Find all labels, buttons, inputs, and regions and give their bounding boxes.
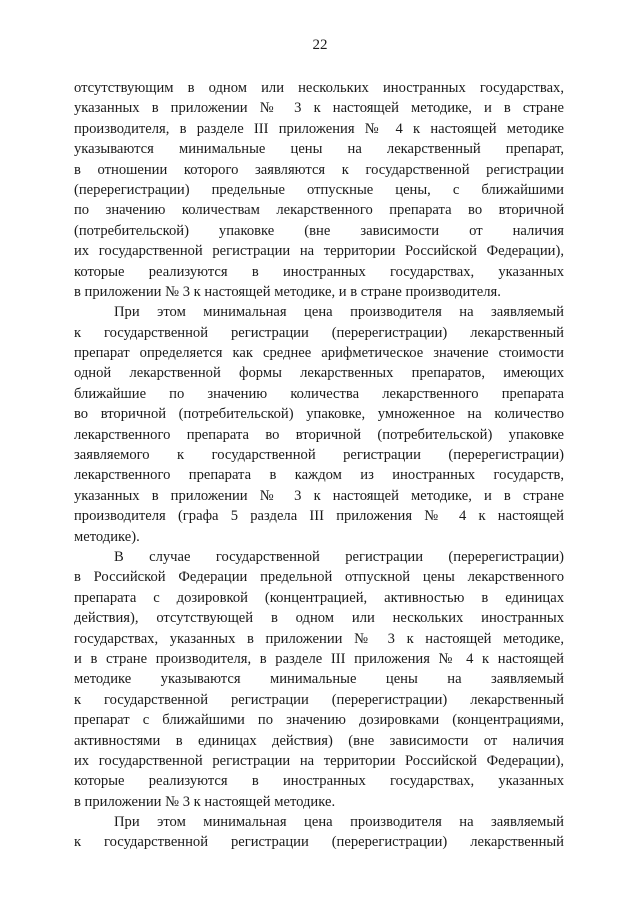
text-line: к государственной регистрации (перерегистрации) лекарственный xyxy=(74,834,564,851)
text-line: указанных в приложении № 3 к настоящей методике, и в стране xyxy=(74,100,564,117)
text-line: в отношении которого заявляются к государственной регистрации xyxy=(74,161,564,178)
text-line: указанных в приложении № 3 к настоящей методике, и в стране xyxy=(74,487,564,504)
body-text xyxy=(74,78,564,853)
text-line: (потребительской) упаковке (вне зависимости от наличия xyxy=(74,222,564,239)
text-line: производителя (графа 5 раздела III приложения № 4 к настоящей xyxy=(74,508,564,525)
text-line: При этом минимальная цена производителя на заявляемый xyxy=(114,304,564,321)
text-line: (перерегистрации) предельные отпускные цены, с ближайшими xyxy=(74,181,564,198)
text-line: во вторичной (потребительской) упаковке, умноженное на количество xyxy=(74,406,564,423)
text-line: их государственной регистрации на территории Российской Федерации), xyxy=(74,243,564,260)
text-line: препарат определяется как среднее арифметическое значение стоимости xyxy=(74,345,564,362)
text-line: к государственной регистрации (перерегистрации) лекарственный xyxy=(74,691,564,708)
text-line: по значению количествам лекарственного препарата во вторичной xyxy=(74,202,564,219)
paragraph xyxy=(74,78,564,302)
text-line: методике). xyxy=(74,528,140,545)
text-line: которые реализуются в иностранных государствах, указанных xyxy=(74,263,564,280)
text-line: препарат с ближайшими по значению дозировками (концентрациями, xyxy=(74,712,564,729)
text-line: к государственной регистрации (перерегистрации) лекарственный xyxy=(74,324,564,341)
paragraph xyxy=(74,302,564,547)
text-line: их государственной регистрации на территории Российской Федерации), xyxy=(74,752,564,769)
text-line: указываются минимальные цены на лекарственный препарат, xyxy=(74,141,564,158)
text-line: в приложении № 3 к настоящей методике. xyxy=(74,793,336,810)
text-line: которые реализуются в иностранных государствах, указанных xyxy=(74,773,564,790)
text-line: лекарственного препарата в каждом из иностранных государств, xyxy=(74,467,564,484)
text-line: в Российской Федерации предельной отпускной цены лекарственного xyxy=(74,569,564,586)
text-line: заявляемого к государственной регистрации (перерегистрации) xyxy=(74,447,564,464)
page-number: 22 xyxy=(312,37,328,53)
paragraph xyxy=(74,812,564,853)
paragraph xyxy=(74,547,564,812)
text-line: производителя, в разделе III приложения № 4 к настоящей методике xyxy=(74,120,564,137)
text-line: действия), отсутствующей в одном или нескольких иностранных xyxy=(74,610,564,627)
text-line: При этом минимальная цена производителя на заявляемый xyxy=(114,814,564,831)
text-line: ближайшие по значению количества лекарственного препарата xyxy=(74,385,564,402)
text-line: и в стране производителя, в разделе III приложения № 4 к настоящей xyxy=(74,650,564,667)
text-line: препарата с дозировкой (концентрацией, активностью в единицах xyxy=(74,589,564,606)
text-line: лекарственного препарата во вторичной (потребительской) упаковке xyxy=(74,426,564,443)
text-line: В случае государственной регистрации (перерегистрации) xyxy=(114,548,564,565)
text-line: в приложении № 3 к настоящей методике, и в стране производителя. xyxy=(74,283,501,300)
text-line: методике указываются минимальные цены на заявляемый xyxy=(74,671,564,688)
text-line: отсутствующим в одном или нескольких иностранных государствах, xyxy=(74,80,564,96)
text-line: государствах, указанных в приложении № 3 к настоящей методике, xyxy=(74,630,564,647)
text-line: активностями в единицах действия) (вне зависимости от наличия xyxy=(74,732,564,749)
text-line: одной лекарственной формы лекарственных препаратов, имеющих xyxy=(74,365,564,382)
